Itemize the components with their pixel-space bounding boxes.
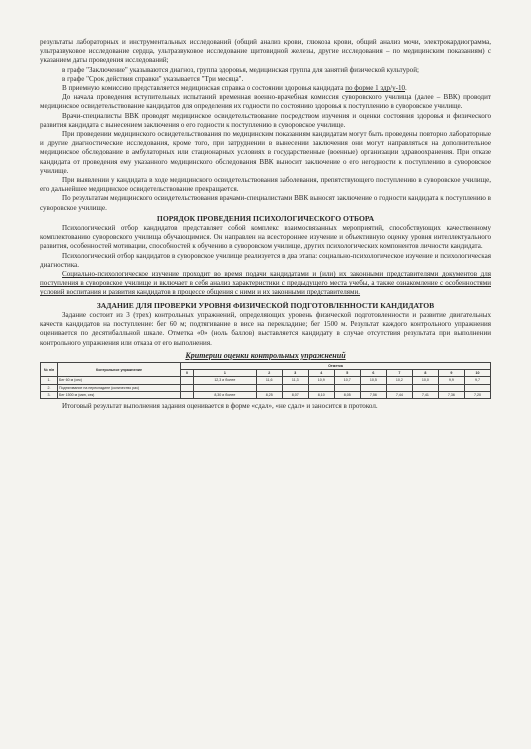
exercise-name: Бег 60 м (сек) [58, 377, 181, 384]
table-cell: 10,0 [412, 377, 438, 384]
table-cell: 12,3 и более [194, 377, 257, 384]
table-cell [386, 384, 412, 391]
table-cell: 11,3 [282, 377, 308, 384]
section-heading: ЗАДАНИЕ ДЛЯ ПРОВЕРКИ УРОВНЯ ФИЗИЧЕСКОЙ ПОДГОТОВЛЕННОСТИ КАНДИДАТОВ [96, 300, 435, 310]
mark-header: 4 [308, 370, 334, 377]
paragraph: При проведении медицинского освидетельствования по медицинским показаниям кандидатам могут быть проведены повторно лабораторные и другие диагностические исследования, кроме того, при затруднении в вынесении заключения они могут направляться на дополнительное медицинское обследование в амбулаторных или стационарных условиях в государственные (военные) организации здравоохранения. При отказе кандидата от проведения ему указанного медицинского обследования ВВК выносит заключение о его негодности к поступлению в суворовское училище. [40, 130, 491, 175]
row-number: 1. [41, 377, 58, 384]
table-cell [464, 384, 490, 391]
table-cell [308, 384, 334, 391]
paragraph: в графе "Срок действия справки" указывается "Три месяца". [62, 74, 244, 83]
mark-header: 5 [334, 370, 360, 377]
table-cell: 10,2 [386, 377, 412, 384]
table-cell: 8,10 [308, 391, 334, 398]
table-row [41, 384, 491, 391]
table-cell: 9,7 [464, 377, 490, 384]
table-cell [181, 384, 194, 391]
paragraph [40, 84, 491, 93]
row-number: 3. [41, 391, 58, 398]
table-cell [438, 384, 464, 391]
table-cell [256, 384, 282, 391]
table-cell: 11,6 [256, 377, 282, 384]
mark-header: 9 [438, 370, 464, 377]
paragraph: Психологический отбор кандидатов представляет собой комплекс взаимосвязанных мероприятий, способствующих качественному комплектованию суворовского училища обучающимися. Он направлен на всестороннее изучение и объективную оценку уровня интеллектуального развития, особенностей мотивации, способностей к обучению в суворовском училище, других психологических компонентов личности кандидата. [40, 224, 491, 251]
paragraph: До начала проведения вступительных испытаний временная военно-врачебная комиссия суворовского училища (далее – ВВК) проводит медицинское освидетельствование кандидатов для определения их годности по состоянию здоровья к поступлению в суворовское училище. [40, 93, 491, 111]
table-cell: 7,41 [412, 391, 438, 398]
criteria-table [40, 362, 491, 399]
mark-header: 8 [412, 370, 438, 377]
table-cell: 7,56 [360, 391, 386, 398]
form-link[interactable]: по форме 1 здр/у-10 [345, 84, 406, 93]
table-cell: 7,44 [386, 391, 412, 398]
paragraph: в графе "Заключение" указываются диагноз, группа здоровья, медицинская группа для занятий физической культурой; [62, 65, 419, 74]
mark-header: 3 [282, 370, 308, 377]
table-cell: 8,05 [334, 391, 360, 398]
paragraph: Задание состоит из 3 (трех) контрольных упражнений, определяющих уровень физической подготовленности и развитие двигательных качеств кандидатов на поступление: бег 60 м; подтягивание в висе на перекладине; бег 1500 м. Результат каждого контрольного упражнения оценивается по десятибалльной шкале. Отметка «0» (ноль баллов) выставляется кандидату в случае отсутствия результата при выполнении контрольного упражнения или отказа от его выполнения. [40, 310, 491, 347]
table-header: Отметка [181, 362, 491, 369]
table-cell: 7,36 [438, 391, 464, 398]
paragraph: Психологический отбор кандидатов в суворовское училище реализуется в два этапа: социально-психологическое изучение и психологическая диагностика. [40, 251, 491, 269]
paragraph: При выявлении у кандидата в ходе медицинского освидетельствования заболевания, препятствующего поступлению в суворовское училище, его дальнейшее медицинское освидетельствование прекращается. [40, 176, 491, 194]
paragraph: Социально-психологическое изучение проходит во время подачи кандидатами и (или) их законными представителями документов для поступления в суворовское училище и включает в себя анализ характеристики с предыдущего места учебы, а также ознакомление с особенностями условий воспитания и развития кандидатов в процессе общения с ними и их законными представителями. [40, 270, 491, 297]
table-cell: 9,9 [438, 377, 464, 384]
paragraph: результаты лабораторных и инструментальных исследований (общий анализ крови, глюкоза крови, общий анализ мочи, электрокардиограмма, ультразвуковое исследование сердца, ультразвуковое исследование щитовидной железы, другие исследования – по медицинским показаниям) с указанием даты проведения исследований; [40, 38, 491, 65]
table-cell: 10,5 [360, 377, 386, 384]
table-cell: 8,30 и более [194, 391, 257, 398]
paragraph: Врачи-специалисты ВВК проводят медицинское освидетельствование посредством изучения и оценки состояния здоровья и физического развития кандидата с вынесением заключения о его годности к поступлению в суворовское училище. [40, 111, 491, 129]
paragraph-text: . [405, 84, 407, 93]
table-cell [181, 391, 194, 398]
paragraph: По результатам медицинского освидетельствования врачами-специалистами ВВК выносят заключение о годности кандидата к поступлению в суворовское училище. [40, 194, 491, 212]
exercise-name: Бег 1500 м (мин, сек) [58, 391, 181, 398]
table-cell [181, 377, 194, 384]
exercise-name: Подтягивание на перекладине (количество раз) [58, 384, 181, 391]
table-cell: 8,07 [282, 391, 308, 398]
paragraph: Итоговый результат выполнения задания оценивается в форме «сдал», «не сдал» и заносится в протокол. [62, 401, 378, 410]
table-header: № п/п [41, 362, 58, 376]
table-header: Контрольное упражнение [58, 362, 181, 376]
table-cell: 10,9 [308, 377, 334, 384]
table-cell [412, 384, 438, 391]
mark-header: 10 [464, 370, 490, 377]
mark-header: 7 [386, 370, 412, 377]
row-number: 2. [41, 384, 58, 391]
table-cell: 10,7 [334, 377, 360, 384]
table-cell [334, 384, 360, 391]
mark-header: 2 [256, 370, 282, 377]
table-cell [360, 384, 386, 391]
table-cell [194, 384, 257, 391]
table-row [41, 391, 491, 398]
mark-header: 1 [194, 370, 257, 377]
table-row [41, 377, 491, 384]
mark-header: 6 [360, 370, 386, 377]
table-cell: 8,25 [256, 391, 282, 398]
table-cell [282, 384, 308, 391]
section-heading: ПОРЯДОК ПРОВЕДЕНИЯ ПСИХОЛОГИЧЕСКОГО ОТБОРА [156, 213, 375, 223]
paragraph-text: В приемную комиссию представляется медицинская справка о состоянии здоровья кандидата [62, 84, 346, 93]
table-cell: 7,20 [464, 391, 490, 398]
mark-header: 0 [181, 370, 194, 377]
table-title: Критерии оценки контрольных упражнений [185, 350, 346, 360]
